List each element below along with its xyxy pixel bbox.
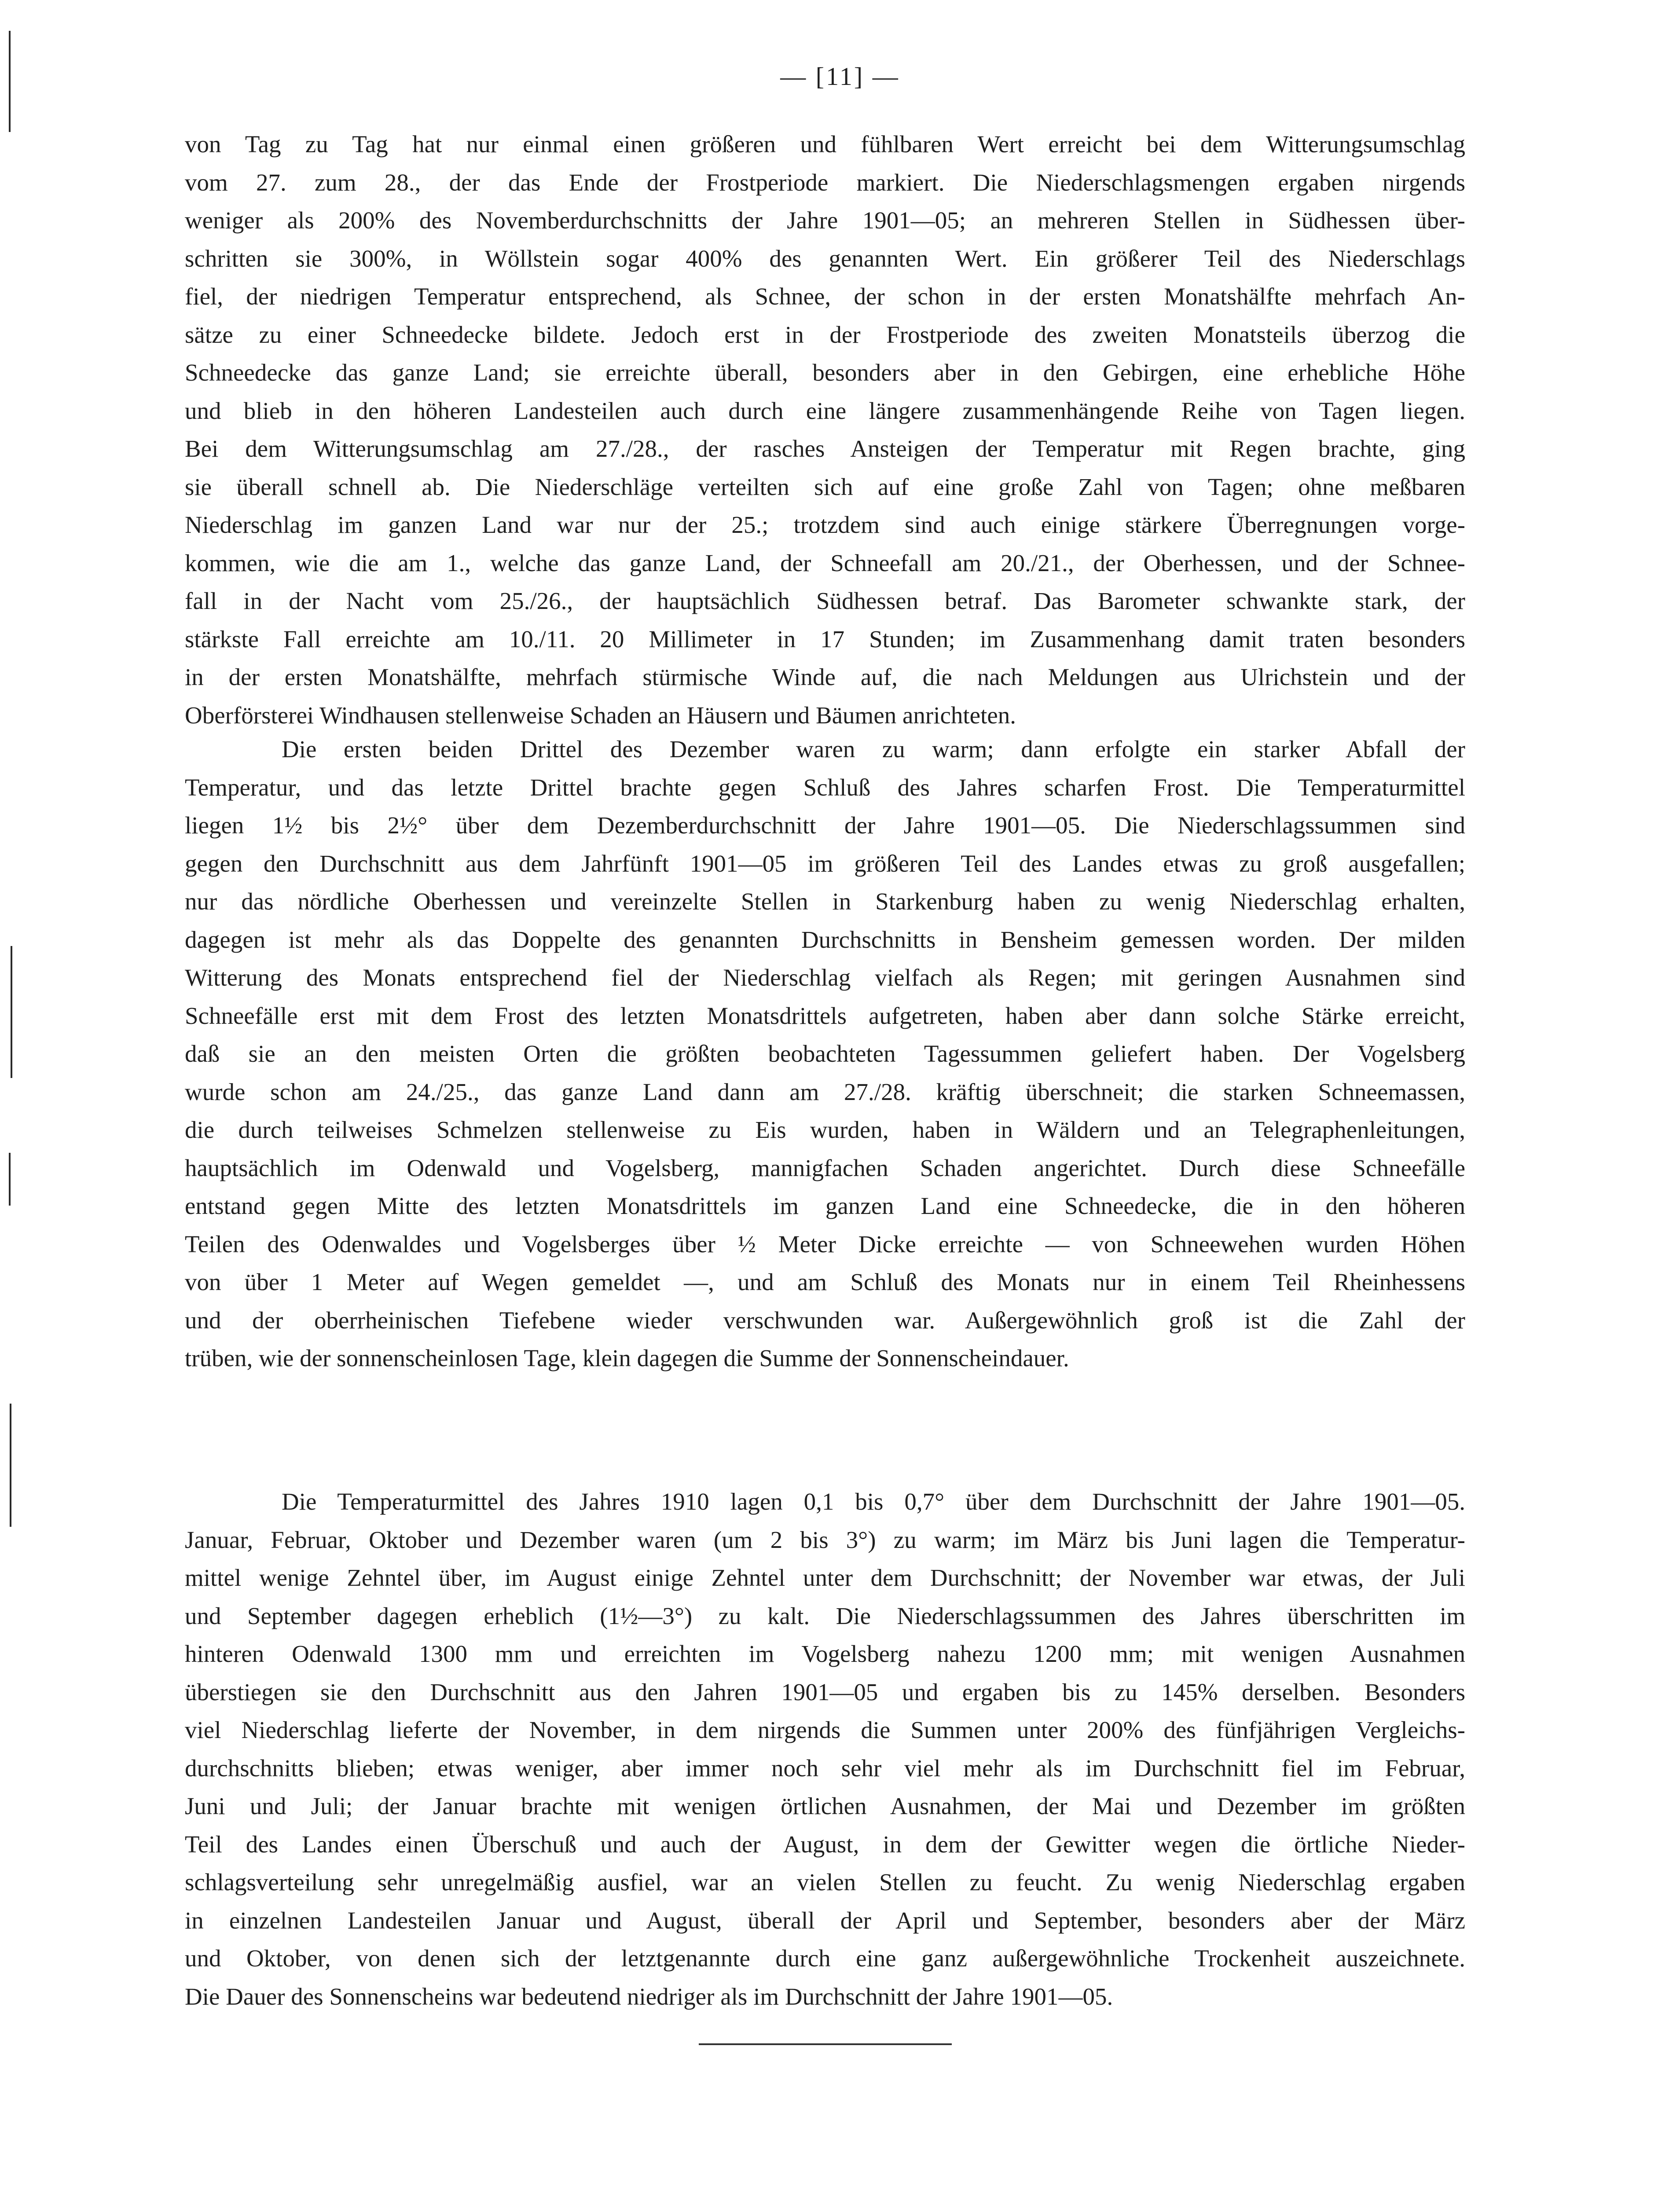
- text-line: liegen 1½ bis 2½° über dem Dezemberdurchschnitt der Jahre 1901—05. Die Niederschlagssummen sind: [185, 812, 1465, 839]
- paragraph-dezember: [185, 730, 1465, 1378]
- text-line: und blieb in den höheren Landesteilen auch durch eine längere zusammenhängende Reihe von Tagen liegen.: [185, 397, 1465, 424]
- text-line: kommen, wie die am 1., welche das ganze Land, der Schneefall am 20./21., der Oberhessen, und der Schnee-: [185, 549, 1465, 576]
- scan-artifact-mark: [10, 1404, 11, 1527]
- text-line: nur das nördliche Oberhessen und vereinzelte Stellen in Starkenburg haben zu wenig Niederschlag erhalten,: [185, 888, 1465, 915]
- text-line: und September dagegen erheblich (1½—3°) zu kalt. Die Niederschlagssummen des Jahres überschritten im: [185, 1602, 1465, 1629]
- text-line: überstiegen sie den Durchschnitt aus den Jahren 1901—05 und ergaben bis zu 145% derselben. Besonders: [185, 1678, 1465, 1705]
- text-line: Die Dauer des Sonnenscheins war bedeutend niedriger als im Durchschnitt der Jahre 1901—05.: [185, 1983, 1113, 2010]
- text-line: Teil des Landes einen Überschuß und auch der August, in dem der Gewitter wegen die örtliche Nieder-: [185, 1830, 1465, 1858]
- closing-rule: [699, 2043, 952, 2045]
- text-line: in einzelnen Landesteilen Januar und August, überall der April und September, besonders aber der März: [185, 1907, 1465, 1934]
- text-line: Oberförsterei Windhausen stellenweise Schaden an Häusern und Bäumen anrichteten.: [185, 701, 1016, 729]
- text-line: Die Temperaturmittel des Jahres 1910 lagen 0,1 bis 0,7° über dem Durchschnitt der Jahre 1901—05.: [282, 1488, 1465, 1515]
- scan-artifact-mark: [9, 1153, 11, 1206]
- text-line: von über 1 Meter auf Wegen gemeldet —, und am Schluß des Monats nur in einem Teil Rheinhessens: [185, 1269, 1465, 1295]
- text-line: Temperatur, und das letzte Drittel brachte gegen Schluß des Jahres scharfen Frost. Die Temperaturmittel: [185, 774, 1465, 801]
- text-line: sätze zu einer Schneedecke bildete. Jedoch erst in der Frostperiode des zweiten Monatsteils überzog die: [185, 321, 1465, 348]
- text-line: Witterung des Monats entsprechend fiel der Niederschlag vielfach als Regen; mit geringen Ausnahmen sind: [185, 964, 1465, 991]
- text-line: Schneefälle erst mit dem Frost des letzten Monatsdrittels aufgetreten, haben aber dann solche Stärke erreicht,: [185, 1002, 1465, 1029]
- text-line: entstand gegen Mitte des letzten Monatsdrittels im ganzen Land eine Schneedecke, die in den höheren: [185, 1192, 1465, 1219]
- text-line: Januar, Februar, Oktober und Dezember waren (um 2 bis 3°) zu warm; im März bis Juni lagen die Temperatur-: [185, 1526, 1465, 1553]
- paragraph-jahr: [185, 1483, 1465, 2016]
- text-line: sie überall schnell ab. Die Niederschläge verteilten sich auf eine große Zahl von Tagen; ohne meßbaren: [185, 473, 1465, 500]
- scan-artifact-mark: [9, 31, 11, 132]
- page-number: — [11] —: [780, 62, 900, 91]
- text-line: Schneedecke das ganze Land; sie erreichte überall, besonders aber in den Gebirgen, eine erhebliche Höhe: [185, 359, 1465, 386]
- text-line: und der oberrheinischen Tiefebene wieder verschwunden war. Außergewöhnlich groß ist die Zahl der: [185, 1306, 1465, 1334]
- text-line: Juni und Juli; der Januar brachte mit wenigen örtlichen Ausnahmen, der Mai und Dezember im größten: [185, 1793, 1465, 1819]
- paragraph-november: [185, 125, 1465, 734]
- text-line: vom 27. zum 28., der das Ende der Frostperiode markiert. Die Niederschlagsmengen ergaben nirgends: [185, 169, 1465, 196]
- text-line: daß sie an den meisten Orten die größten beobachteten Tagessummen geliefert haben. Der Vogelsberg: [185, 1040, 1465, 1067]
- text-line: Niederschlag im ganzen Land war nur der 25.; trotzdem sind auch einige stärkere Überregnungen vorge-: [185, 511, 1465, 538]
- text-line: Bei dem Witterungsumschlag am 27./28., der rasches Ansteigen der Temperatur mit Regen brachte, ging: [185, 435, 1465, 462]
- text-line: schlagsverteilung sehr unregelmäßig ausfiel, war an vielen Stellen zu feucht. Zu wenig Niederschlag ergaben: [185, 1869, 1465, 1896]
- text-line: Teilen des Odenwaldes und Vogelsberges über ½ Meter Dicke erreichte — von Schneewehen wurden Höhen: [185, 1230, 1465, 1258]
- text-line: weniger als 200% des Novemberdurchschnitts der Jahre 1901—05; an mehreren Stellen in Südhessen über-: [185, 207, 1465, 234]
- text-line: stärkste Fall erreichte am 10./11. 20 Millimeter in 17 Stunden; im Zusammenhang damit traten besonders: [185, 625, 1465, 653]
- text-line: in der ersten Monatshälfte, mehrfach stürmische Winde auf, die nach Meldungen aus Ulrichstein und der: [185, 664, 1465, 690]
- text-line: durchschnitts blieben; etwas weniger, aber immer noch sehr viel mehr als im Durchschnitt fiel im Februar,: [185, 1754, 1465, 1782]
- text-line: schritten sie 300%, in Wöllstein sogar 400% des genannten Wert. Ein größerer Teil des Niederschlags: [185, 245, 1465, 272]
- text-line: trüben, wie der sonnenscheinlosen Tage, klein dagegen die Summe der Sonnenscheindauer.: [185, 1345, 1069, 1371]
- scan-artifact-mark: [11, 946, 12, 1078]
- text-line: die durch teilweises Schmelzen stellenweise zu Eis wurden, haben in Wäldern und an Telegraphenleitungen,: [185, 1116, 1465, 1143]
- text-line: und Oktober, von denen sich der letztgenannte durch eine ganz außergewöhnliche Trockenheit auszeichnete.: [185, 1945, 1465, 1972]
- text-line: hauptsächlich im Odenwald und Vogelsberg, mannigfachen Schaden angerichtet. Durch diese Schneefälle: [185, 1154, 1465, 1181]
- text-line: von Tag zu Tag hat nur einmal einen größeren und fühlbaren Wert erreicht bei dem Witterungsumschlag: [185, 131, 1465, 158]
- text-line: viel Niederschlag lieferte der November, in dem nirgends die Summen unter 200% des fünfjährigen Vergleichs-: [185, 1716, 1465, 1743]
- text-line: fall in der Nacht vom 25./26., der hauptsächlich Südhessen betraf. Das Barometer schwankte stark, der: [185, 587, 1465, 614]
- text-line: fiel, der niedrigen Temperatur entsprechend, als Schnee, der schon in der ersten Monatshälfte mehrfach An-: [185, 283, 1465, 310]
- text-line: dagegen ist mehr als das Doppelte des genannten Durchschnitts in Bensheim gemessen worden. Der milden: [185, 926, 1465, 953]
- text-line: wurde schon am 24./25., das ganze Land dann am 27./28. kräftig überschneit; die starken Schneemassen,: [185, 1078, 1465, 1105]
- text-line: hinteren Odenwald 1300 mm und erreichten im Vogelsberg nahezu 1200 mm; mit wenigen Ausnahmen: [185, 1640, 1465, 1667]
- text-line: Die ersten beiden Drittel des Dezember waren zu warm; dann erfolgte ein starker Abfall der: [282, 736, 1465, 763]
- text-line: mittel wenige Zehntel über, im August einige Zehntel unter dem Durchschnitt; der November war etwas, der Juli: [185, 1564, 1465, 1591]
- text-line: gegen den Durchschnitt aus dem Jahrfünft 1901—05 im größeren Teil des Landes etwas zu groß ausgefallen;: [185, 850, 1465, 877]
